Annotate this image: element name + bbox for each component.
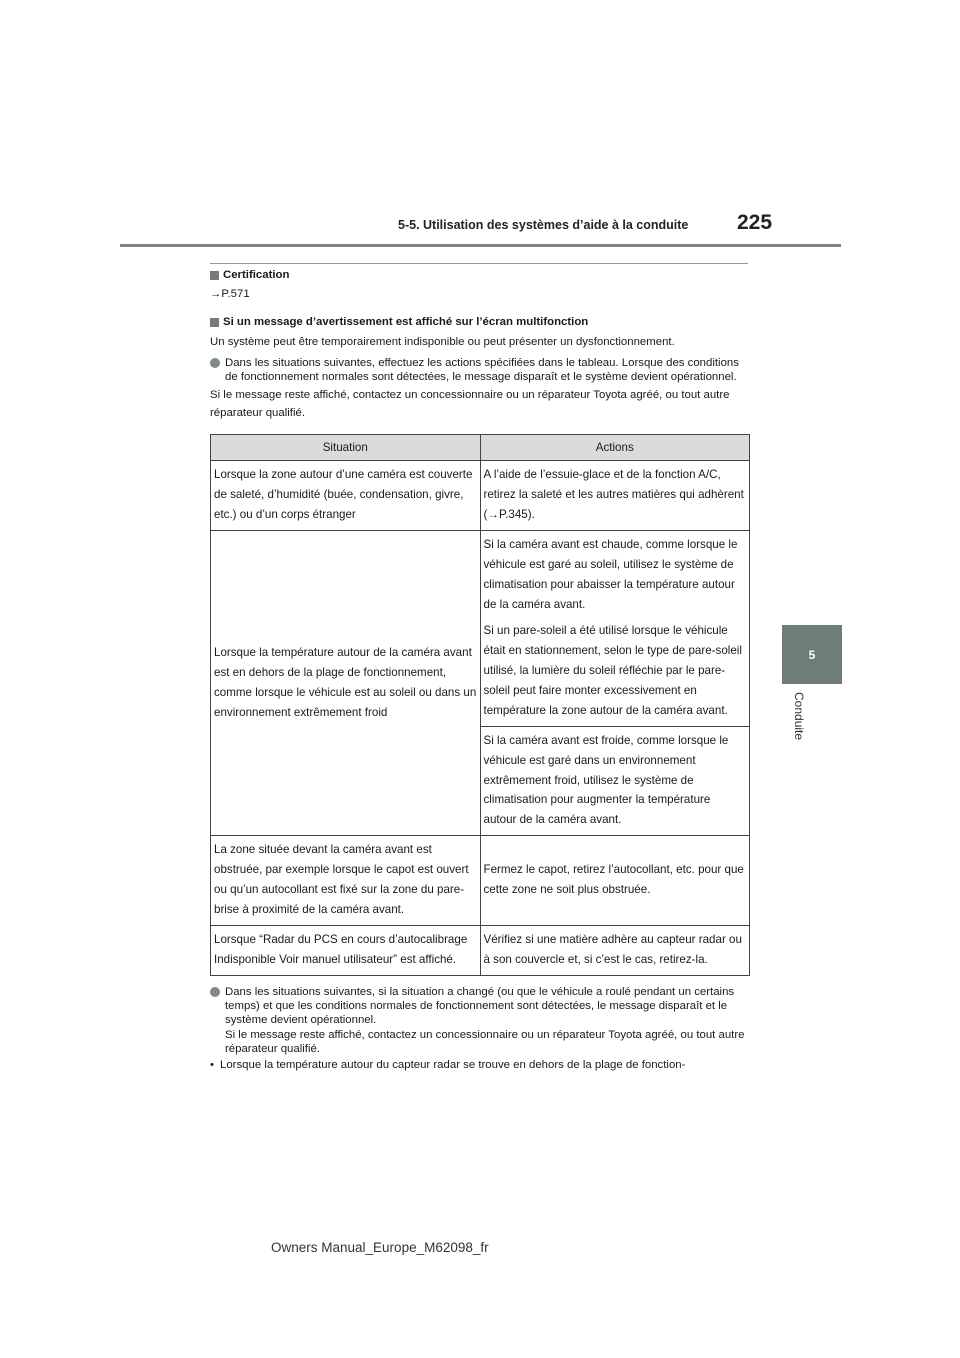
column-header-actions: Actions [480, 435, 750, 461]
certification-heading [210, 268, 750, 284]
action-cell: Fermez le capot, retirez l’autocollant, etc. pour que cette zone ne soit plus obstruée. [480, 836, 750, 926]
action-cell: Si la caméra avant est froide, comme lorsque le véhicule est garé dans un environnement extrêmement froid, utilisez le système de climatisation pour augmenter la température autour de la caméra avant. [480, 726, 750, 836]
action-paragraph: Si un pare-soleil a été utilisé lorsque le véhicule était en stationnement, selon le type de pare-soleil utilisé, la lumière du soleil réfléchie par le pare-soleil peut faire monter excessivement en température la zone autour de la caméra avant. [483, 623, 742, 717]
situations-table [210, 434, 750, 976]
sub-bullet-mark: • [210, 1059, 214, 1072]
table-row [211, 926, 750, 976]
warning-heading-text: Si un message d’avertissement est affiché sur l’écran multifonction [223, 315, 589, 328]
header-divider [120, 244, 841, 247]
square-bullet-icon [210, 271, 219, 280]
situation-cell: Lorsque “Radar du PCS en cours d’autocalibrage Indisponible Voir manuel utilisateur” est affiché. [211, 926, 481, 976]
chapter-tab[interactable] [782, 625, 842, 684]
circle-bullet-icon [210, 358, 220, 368]
main-content [210, 263, 750, 1074]
action-cell: Vérifiez si une matière adhère au capteur radar ou à son couvercle et, si c’est le cas, retirez-la. [480, 926, 750, 976]
certification-page-ref[interactable]: →P.571 [210, 287, 250, 300]
action-paragraph: Si la caméra avant est chaude, comme lorsque le véhicule est garé au soleil, utilisez le système de climatisation pour abaisser la température autour de la caméra avant. [483, 538, 738, 612]
chapter-number: 5 [808, 647, 816, 662]
action-cell: A l’aide de l’essuie-glace et de la fonction A/C, retirez la saleté et les autres matières qui adhèrent (→P.345). [480, 461, 750, 531]
table-header-row [211, 435, 750, 461]
sub-bullet-item [210, 1058, 750, 1074]
table-row [211, 836, 750, 926]
bullet-body [225, 985, 750, 1056]
warning-heading [210, 315, 750, 331]
bullet-text: Dans les situations suivantes, si la situation a changé (ou que le véhicule a roulé pendant un certains temps) et que les conditions normales de fonctionnement sont détectées, le message disparaît et le système devient opérationnel. [225, 985, 735, 1027]
bullet-item [210, 985, 750, 1056]
action-cell [480, 531, 750, 726]
footer-text: Owners Manual_Europe_M62098_fr [271, 1240, 489, 1255]
contact-dealer-text: Si le message reste affiché, contactez un concessionnaire ou un réparateur Toyota agréé, ou tout autre réparateur qualifié. [210, 389, 730, 419]
table-row [211, 531, 750, 726]
table-row [211, 461, 750, 531]
square-bullet-icon [210, 318, 219, 327]
bullet-item [210, 356, 750, 385]
situation-cell: La zone située devant la caméra avant est obstruée, par exemple lorsque le capot est ouvert ou qu’un autocollant est fixé sur la zone du pare-brise à proximité de la caméra avant. [211, 836, 481, 926]
circle-bullet-icon [210, 987, 220, 997]
page-number: 225 [737, 211, 773, 234]
column-header-situation: Situation [211, 435, 481, 461]
chapter-label: Conduite [792, 692, 806, 741]
sub-bullet-text: Lorsque la température autour du capteur radar se trouve en dehors de la plage de fonction- [220, 1059, 686, 1072]
warning-intro: Un système peut être temporairement indisponible ou peut présenter un dysfonctionnement. [210, 335, 675, 348]
content-divider [210, 263, 748, 264]
situation-cell: Lorsque la température autour de la caméra avant est en dehors de la plage de fonctionnement, comme lorsque le véhicule est au soleil ou dans un environnement extrêmement froid [211, 531, 481, 836]
section-title: 5-5. Utilisation des systèmes d’aide à la conduite [398, 218, 689, 232]
certification-heading-text: Certification [223, 269, 290, 281]
bullet-contact-text: Si le message reste affiché, contactez un concessionnaire ou un réparateur Toyota agréé, ou tout autre réparateur qualifié. [225, 1028, 745, 1055]
bullet-text: Dans les situations suivantes, effectuez les actions spécifiées dans le tableau. Lorsque des conditions de fonctionnement normales sont détectées, le message disparaît et le système devient opérationnel. [225, 356, 739, 383]
situation-cell: Lorsque la zone autour d’une caméra est couverte de saleté, d’humidité (buée, condensation, givre, etc.) ou d’un corps étranger [211, 461, 481, 531]
